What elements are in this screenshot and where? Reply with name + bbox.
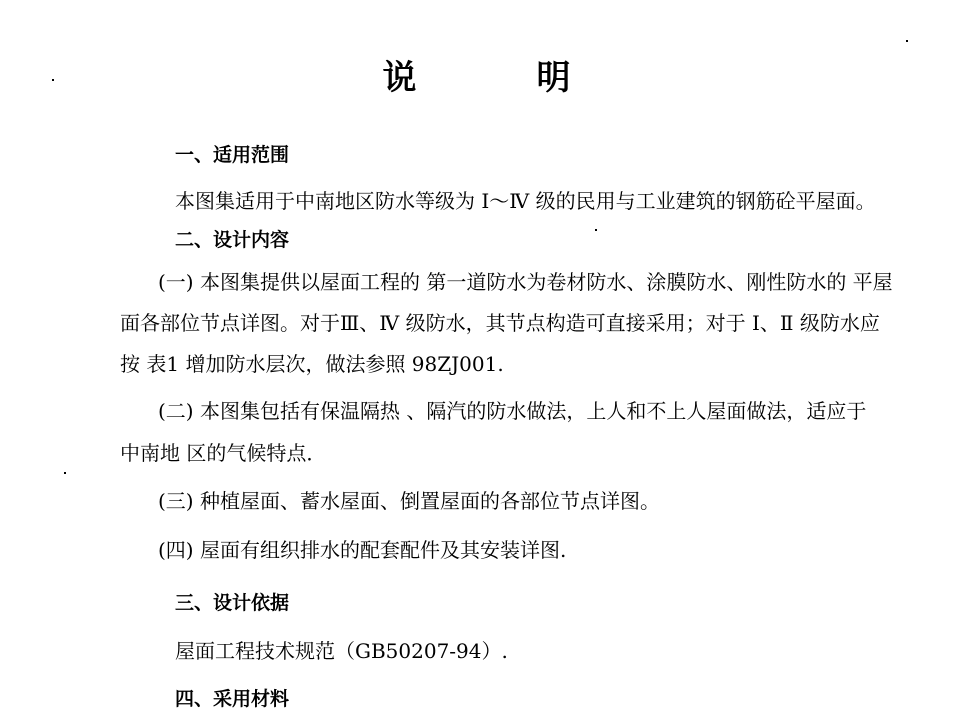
- section-2-line-4: (二) 本图集包括有保温隔热 、隔汽的防水做法，上人和不上人屋面做法，适应于: [158, 399, 867, 423]
- section-heading-4: 四、采用材料: [175, 688, 290, 710]
- section-heading-3: 三、设计依据: [175, 592, 290, 614]
- scan-speck: [595, 229, 597, 231]
- section-1-line-1: 本图集适用于中南地区防水等级为 Ⅰ～Ⅳ 级的民用与工业建筑的钢筋砼平屋面。: [175, 189, 876, 213]
- section-2-line-2: 面各部位节点详图。对于Ⅲ、Ⅳ 级防水，其节点构造可直接采用；对于 Ⅰ、Ⅱ 级防水应: [120, 311, 880, 335]
- section-heading-2: 二、设计内容: [175, 229, 290, 251]
- scan-speck: [906, 40, 908, 42]
- scan-speck: [64, 472, 66, 474]
- page-title: [0, 50, 953, 99]
- section-heading-1: 一、适用范围: [175, 144, 290, 166]
- section-2-line-6: (三) 种植屋面、蓄水屋面、倒置屋面的各部位节点详图。: [158, 489, 660, 513]
- title-char-1: 说: [382, 58, 417, 98]
- section-2-line-5: 中南地 区的气候特点．: [120, 441, 327, 465]
- scan-speck: [52, 79, 54, 81]
- section-2-line-7: (四) 屋面有组织排水的配套配件及其安装详图.: [158, 538, 567, 562]
- section-2-line-3: 按 表1 增加防水层次，做法参照 98ZJ001.: [120, 352, 504, 376]
- title-char-2: 明: [536, 58, 571, 98]
- section-2-line-1: (一) 本图集提供以屋面工程的 第一道防水为卷材防水、涂膜防水、刚性防水的 平屋: [158, 270, 893, 294]
- section-3-line-1: 屋面工程技术规范（GB50207-94）.: [175, 639, 508, 663]
